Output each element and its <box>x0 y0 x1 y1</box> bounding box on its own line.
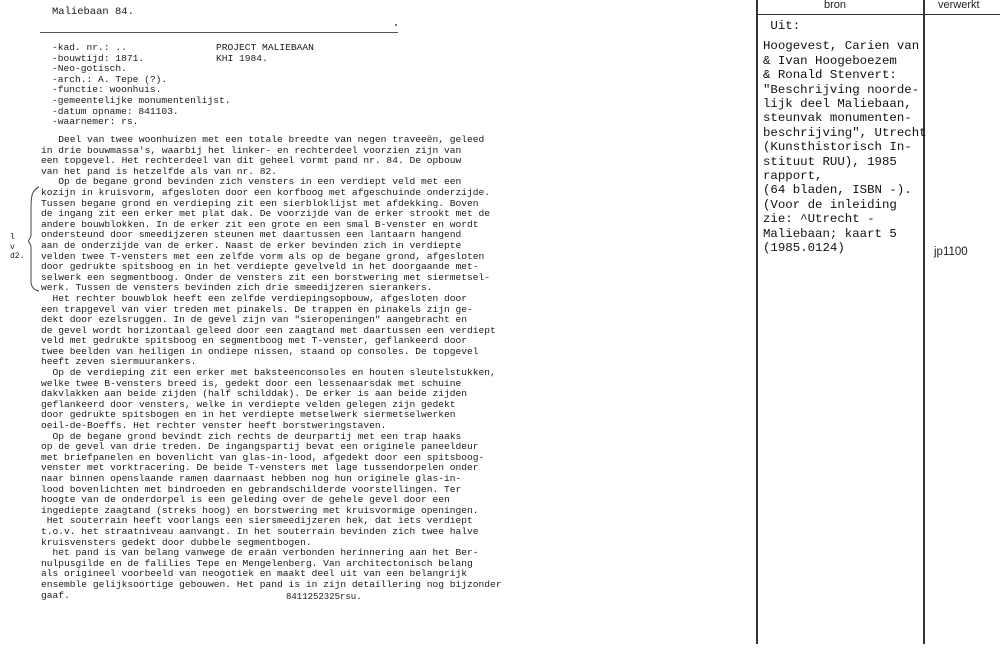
header-bron: bron <box>824 0 847 11</box>
meta-line: -bouwtijd: 1871. <box>52 52 145 64</box>
body-line: nulpusgilde en de falilies Tepe en Mengelenberg. Van architectonisch belang <box>41 557 473 569</box>
source-line: zie: ^Utrecht - <box>763 212 875 227</box>
source-line: stituut RUU), 1985 <box>763 154 897 169</box>
body-line: door gedrukte spitsboog en in het verdiepte gevelveld in het doorgaande met- <box>41 261 479 273</box>
source-line: Maliebaan; kaart 5 <box>763 226 897 241</box>
meta-line: -gemeentelijke monumentenlijst. <box>52 94 231 106</box>
body-line: dakvlakken aan beide zijden (half schilddak). De erker is aan beide zijden <box>41 388 468 400</box>
source-line: (Voor de inleiding <box>763 197 897 212</box>
source-line: (Kunsthistorisch In- <box>763 140 912 155</box>
body-line: de gevel wordt horizontaal geleed door een zaagtand met daartussen een verdiept <box>41 324 496 336</box>
meta-line: -functie: woonhuis. <box>52 84 162 96</box>
project-line: KHI 1984. <box>216 52 268 64</box>
body-line: dekt door ezelsruggen. In de gevel zijn van "sieropeningen" aangebracht en <box>41 314 468 326</box>
body-line: geflankeerd door vensters, welke in verdiepte velden gelegen zijn gedekt <box>41 398 456 410</box>
footer-code: 8411252325rsu. <box>286 592 362 602</box>
body-line: kruisvensters gedekt door dubbele segmentbogen. <box>41 536 312 548</box>
source-line: "Beschrijving noorde- <box>763 82 920 97</box>
source-citation <box>763 19 927 256</box>
body-line: ingediepte zaagtand (streks hoog) en borstwering met kruisvormige openingen. <box>41 504 479 516</box>
source-line: (1985.0124) <box>763 241 845 256</box>
body-line: Deel van twee woonhuizen met een totale breedte van negen traveeën, geleed <box>41 134 485 145</box>
body-line: venster met vorktracering. De beide T-vensters met lage tussendorpelen onder <box>41 462 479 474</box>
body-line: van het pand is hetzelfde als van nr. 82. <box>41 165 278 177</box>
body-line: Op de begane grond bevindt zich rechts de deurpartij met een trap haaks <box>41 430 462 442</box>
source-line: beschrijving", Utrecht <box>763 125 927 140</box>
source-line: steunvak monumenten- <box>763 111 912 126</box>
project-line: PROJECT MALIEBAAN <box>216 42 314 53</box>
source-line: lijk deel Maliebaan, <box>763 97 912 112</box>
source-line: (64 bladen, ISBN -). <box>763 183 912 198</box>
meta-block <box>52 43 230 128</box>
body-line: Het souterrain heeft voorlangs een siersmeedijzeren hek, dat iets verdiept <box>41 515 473 527</box>
meta-line: -Neo-gotisch. <box>52 63 127 75</box>
body-line: twee beelden van heiligen in ondiepe nissen, staand op consoles. De topgevel <box>41 345 479 357</box>
body-line: door gedrukte spitsbogen en in het verdiepte metselwerk siermetselwerken <box>41 409 456 421</box>
body-line: in drie bouwmassa's, waarbij het linker- en rechterdeel voorzien zijn van <box>41 144 462 156</box>
body-line: Op de verdieping zit een erker met baksteenconsoles en houten sleutelstukken, <box>41 367 496 379</box>
meta-line: -waarnemer: rs. <box>52 116 139 128</box>
body-line: andere bouwblokken. In de erker zit een grote en een smal B-venster en wordt <box>41 218 479 230</box>
source-line: & Ronald Stenvert: <box>763 68 897 83</box>
source-line: rapport, <box>763 169 823 184</box>
body-line: als origineel voorbeeld van neogotiek en maakt deel uit van een belangrijk <box>41 568 468 580</box>
body-line: werk. Tussen de vensters bevinden zich drie smeedijzeren sierankers. <box>41 282 433 294</box>
body-line: velden twee T-vensters met een zelfde vorm als op de begane grond, afgesloten <box>41 250 485 262</box>
source-line: & Ivan Hoogeboezem <box>763 53 897 68</box>
body-line: ondersteund door smeedijzeren steunen met daartussen een lantaarn hangend <box>41 229 462 241</box>
meta-line: -datum opname: 841103. <box>52 105 179 117</box>
body-line: ensemble gelijksoortige gebouwen. Het pand is in zijn detaillering nog bijzonder <box>41 578 502 590</box>
body-line: met briefpanelen en bovenlicht van glas-in-lood, afgedekt door een spitsboog- <box>41 451 485 463</box>
body-line: aan de onderzijde van de erker. Naast de erker bevinden zich in verdiepte <box>41 239 462 251</box>
title-rule <box>40 32 398 33</box>
margin-note: d2. <box>10 252 25 261</box>
speck <box>395 24 397 26</box>
margin-bracket-icon <box>28 186 40 292</box>
body-line: op de gevel van drie treden. De ingangspartij bevat een originele paneeldeur <box>41 441 479 453</box>
body-line: t.o.v. het straatniveau aanvangt. In het souterrain bevinden zich twee halve <box>41 525 479 537</box>
source-line: Uit: <box>763 19 801 33</box>
body-line: selwerk een segmentboog. Onder de vensters zit een borstwering met siermetsel- <box>41 271 491 283</box>
body-line: Het rechter bouwblok heeft een zelfde verdiepingsopbouw, afgesloten door <box>41 292 468 304</box>
body-line: naar binnen openslaande ramen daarnaast hebben nog hun originele glas-in- <box>41 473 462 484</box>
body-line: het pand is van belang vanwege de eraän verbonden herinnering aan het Ber- <box>41 547 479 559</box>
panel-border-left <box>756 0 758 644</box>
body-text <box>41 135 502 601</box>
body-line: kozijn in kruisvorm, afgesloten door een korfboog met afgeschuinde onderzijde. <box>41 186 491 198</box>
body-line: Tussen begane grond en verdieping zit een sierbloklijst met afdekking. Boven <box>41 197 479 209</box>
body-line: oeil-de-Boeffs. Het rechter venster heeft borstweringstaven. <box>41 420 387 432</box>
body-line: welke twee B-vensters breed is, gedekt door een lessenaarsdak met schuine <box>41 377 462 389</box>
header-verwerkt: verwerkt <box>938 0 980 11</box>
body-line: veld met gedrukte spitsboog en segmentboog met T-venster, geflankeerd door <box>41 335 468 347</box>
meta-line: -kad. nr.: .. <box>52 42 127 53</box>
project-block <box>216 43 314 64</box>
body-line: lood bovenlichten met bindroeden en gebrandschilderde voorstellingen. Ter <box>41 483 462 495</box>
source-line: Hoogevest, Carien van <box>763 39 920 54</box>
panel-header-rule <box>757 14 1000 15</box>
body-line: hoogte van de onderdorpel is een geleding over de gehele gevel door een <box>41 494 450 506</box>
meta-line: -arch.: A. Tepe (?). <box>52 73 168 85</box>
body-line: heeft zeven siermuurankers. <box>41 356 197 368</box>
body-line: de ingang zit een erker met plat dak. De voorzijde van de erker strookt met de <box>41 208 491 220</box>
body-line: Op de begane grond bevinden zich vensters in een verdiept veld met een <box>41 176 462 188</box>
body-line: een trapgevel van vier treden met pinakels. De trappen en pinakels zijn ge- <box>41 303 473 315</box>
document-title: Maliebaan 84. <box>52 6 134 18</box>
margin-notes <box>10 233 24 262</box>
margin-note: l <box>10 233 15 242</box>
verwerkt-code: jp1100 <box>934 246 968 258</box>
body-line: een topgevel. Het rechterdeel van dit geheel vormt pand nr. 84. De opbouw <box>41 155 462 167</box>
margin-note: v <box>10 242 15 252</box>
body-line: gaaf. <box>41 589 70 601</box>
